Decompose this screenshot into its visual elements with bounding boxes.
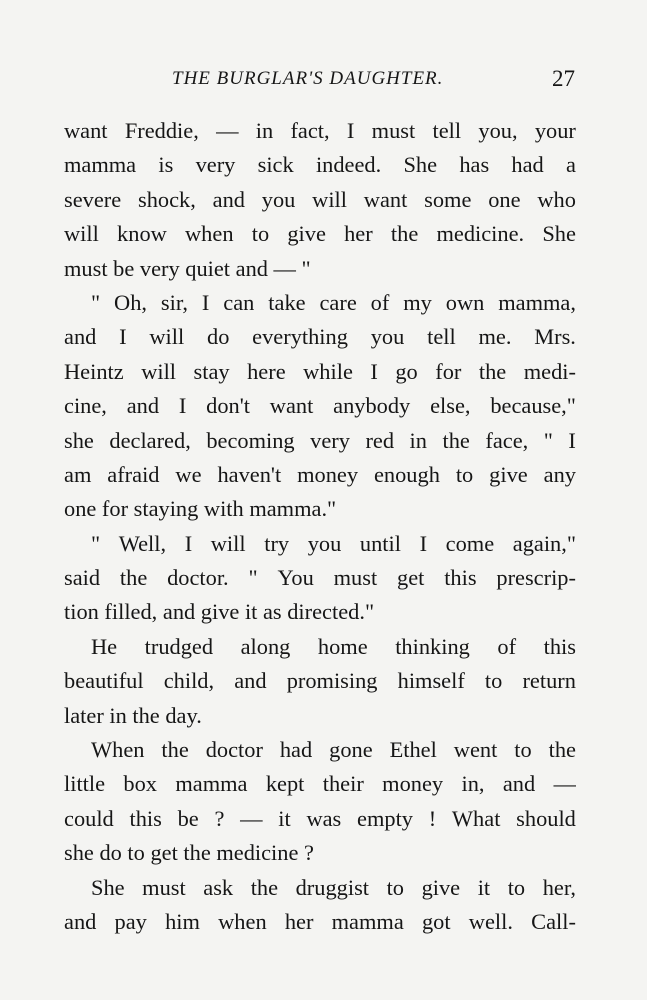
text-line: said the doctor. " You must get this prescrip-	[64, 565, 576, 591]
text-line: and pay him when her mamma got well. Call-	[64, 908, 576, 934]
text-line: She must ask the druggist to give it to her,	[91, 874, 576, 900]
page-number: 27	[552, 66, 575, 91]
text-line: later in the day.	[64, 702, 202, 728]
text-line: she declared, becoming very red in the face, " I	[64, 427, 576, 453]
text-line: When the doctor had gone Ethel went to the	[91, 737, 576, 763]
text-line: cine, and I don't want anybody else, because,"	[64, 393, 576, 419]
text-line: one for staying with mamma."	[64, 496, 337, 522]
running-title: THE BURGLAR'S DAUGHTER.	[172, 68, 444, 89]
body-text	[64, 114, 576, 939]
text-line: must be very quiet and — "	[64, 255, 311, 281]
text-line: mamma is very sick indeed. She has had a	[64, 152, 576, 178]
text-line: she do to get the medicine ?	[64, 840, 314, 866]
text-line: could this be ? — it was empty ! What should	[64, 805, 576, 831]
text-line: tion filled, and give it as directed."	[64, 599, 375, 625]
text-line: am afraid we haven't money enough to give any	[64, 461, 576, 487]
text-line: and I will do everything you tell me. Mrs.	[64, 324, 576, 350]
text-line: " Well, I will try you until I come again,"	[91, 530, 576, 556]
text-line: severe shock, and you will want some one who	[64, 186, 576, 212]
text-line: will know when to give her the medicine. She	[64, 221, 576, 247]
text-line: " Oh, sir, I can take care of my own mamma,	[91, 289, 576, 315]
text-line: want Freddie, — in fact, I must tell you, your	[64, 118, 576, 143]
running-head	[64, 66, 575, 96]
text-line: Heintz will stay here while I go for the medi-	[64, 358, 576, 384]
text-line: little box mamma kept their money in, and —	[64, 771, 576, 797]
text-line: beautiful child, and promising himself to return	[64, 668, 576, 694]
text-line: He trudged along home thinking of this	[91, 633, 576, 659]
